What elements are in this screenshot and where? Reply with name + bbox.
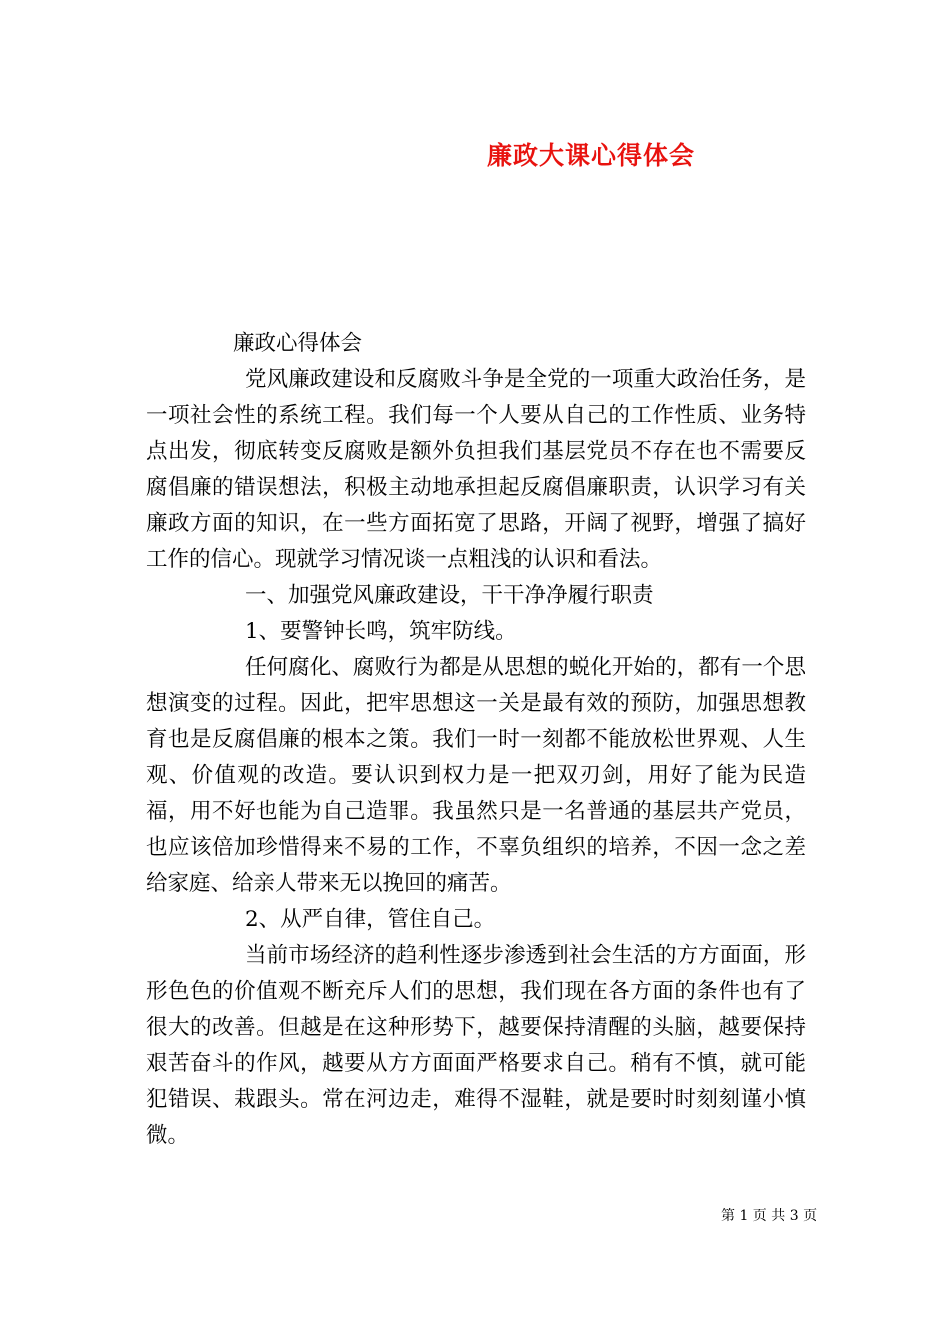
section-heading-1: 一、加强党风廉政建设，干干净净履行职责 bbox=[245, 583, 654, 608]
page-number: 第 1 页 共 3 页 bbox=[721, 1208, 818, 1224]
page-title: 廉政大课心得体会 bbox=[487, 141, 696, 170]
paragraph-1: 任何腐化、腐败行为都是从思想的蜕化开始的，都有一个思想演变的过程。因此，把牢思想这一关是最有效的预防，加强思想教育也是反腐倡廉的根本之策。我们一时一刻都不能放松世界观、人生观、价值观的改造。要认识到权力是一把双刃剑，用好了能为民造福，用不好也能为自己造罪。我虽然只是一名普通的基层共产党员，也应该倍加珍惜得来不易的工作，不辜负组织的培养，不因一念之差给家庭、给亲人带来无以挽回的痛苦。 bbox=[146, 655, 806, 896]
section-subtitle: 廉政心得体会 bbox=[233, 331, 363, 356]
paragraph-intro: 党风廉政建设和反腐败斗争是全党的一项重大政治任务，是一项社会性的系统工程。我们每一个人要从自己的工作性质、业务特点出发，彻底转变反腐败是额外负担我们基层党员不存在也不需要反腐倡廉的错误想法，积极主动地承担起反腐倡廉职责，认识学习有关廉政方面的知识，在一些方面拓宽了思路，开阔了视野，增强了搞好工作的信心。现就学习情况谈一点粗浅的认识和看法。 bbox=[146, 367, 806, 572]
document-body bbox=[146, 326, 806, 1154]
subheading-2: 2、从严自律，管住自己。 bbox=[245, 907, 496, 932]
subheading-1: 1、要警钟长鸣，筑牢防线。 bbox=[245, 619, 517, 644]
paragraph-2: 当前市场经济的趋利性逐步渗透到社会生活的方方面面，形形色色的价值观不断充斥人们的思想，我们现在各方面的条件也有了很大的改善。但越是在这种形势下，越要保持清醒的头脑，越要保持艰苦奋斗的作风，越要从方方面面严格要求自己。稍有不慎，就可能犯错误、栽跟头。常在河边走，难得不湿鞋，就是要时时刻刻谨小慎微。 bbox=[146, 943, 806, 1148]
